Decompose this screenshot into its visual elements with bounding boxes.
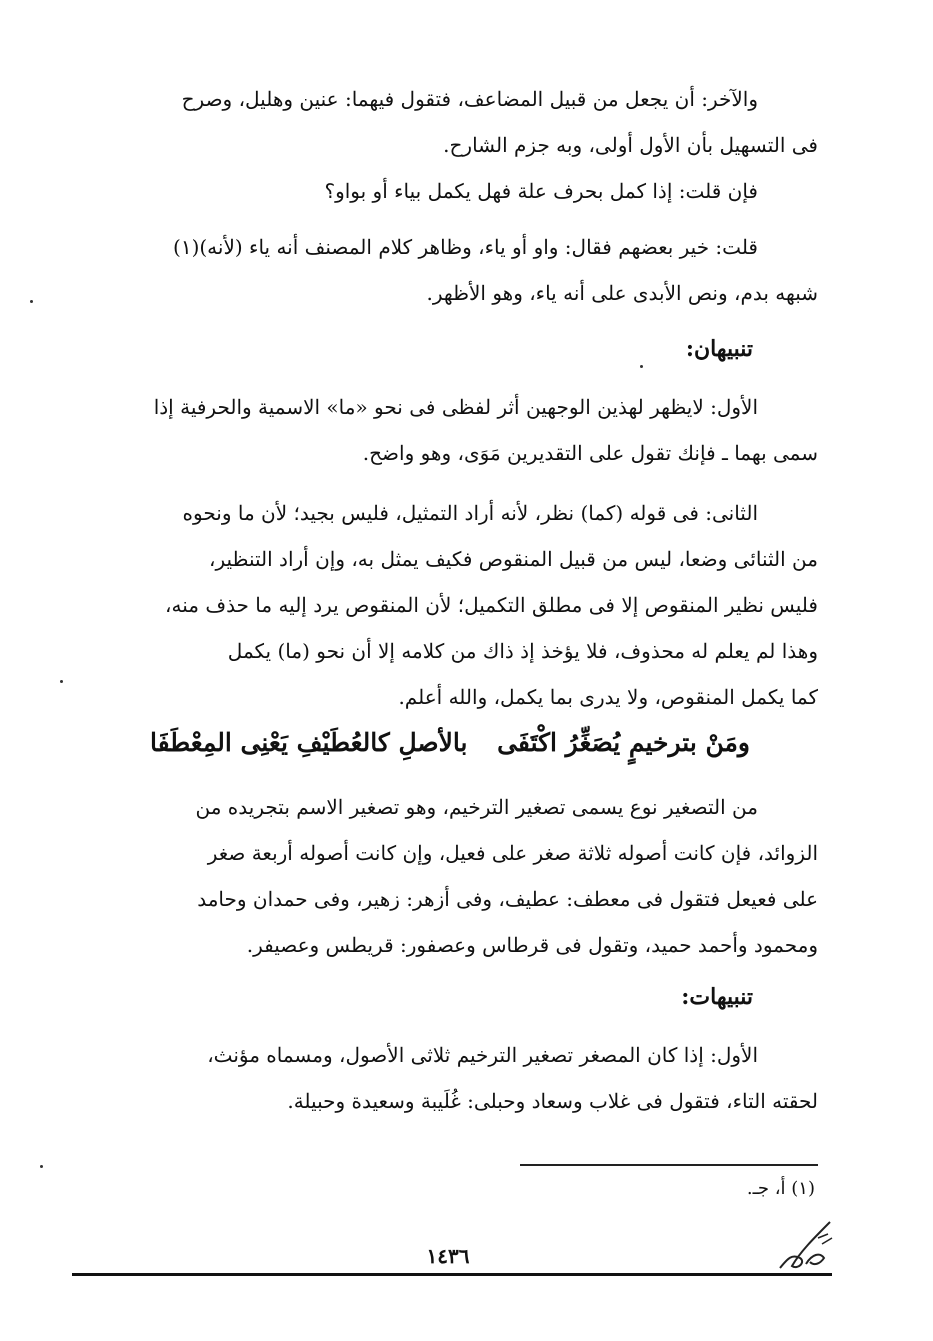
text-line: لحقته التاء، فتقول فى غلاب وسعاد وحبلى: غُلَيبة وسعيدة وحبيلة. <box>287 1089 818 1113</box>
paragraph-2 <box>72 168 818 214</box>
text-line: سمى بهما ـ فإنك تقول على التقديرين مَوَى، وهو واضح. <box>362 441 818 465</box>
text-line: شبهه بدم، ونص الأبدى على أنه ياء، وهو الأظهر. <box>426 281 818 305</box>
section-heading-1: تنبيهان: <box>685 336 753 362</box>
text-line: فى التسهيل بأن الأول أولى، وبه جزم الشارح. <box>443 133 818 157</box>
paragraph-5 <box>72 490 818 720</box>
paragraph-3 <box>72 224 818 316</box>
text-line: فليس نظير المنقوص إلا فى مطلق التكميل؛ لأن المنقوص يرد إليه ما حذف منه، <box>165 593 818 617</box>
text-line: على فعيعل فتقول فى معطف: عطيف، وفى أزهر: زهير، وفى حمدان وحامد <box>197 887 818 911</box>
scan-speck <box>40 1165 43 1168</box>
verse-second-hemistich: بالأصلِ كالعُطَيْفِ يَعْنِى المِعْطَفَا <box>150 728 468 757</box>
scan-speck <box>30 300 33 303</box>
text-line: ومحمود وأحمد حميد، وتقول فى قرطاس وعصفور: قريطس وعصيفر. <box>246 933 818 957</box>
scan-speck <box>640 365 643 368</box>
bottom-divider <box>72 1273 832 1276</box>
paragraph-4 <box>72 384 818 476</box>
scan-speck <box>60 680 63 683</box>
text-line: الزوائد، فإن كانت أصوله ثلاثة صغر على فعيل، وإن كانت أصوله أربعة صغر <box>207 841 818 865</box>
poetry-verse <box>150 728 750 757</box>
text-line: الأول: إذا كان المصغر تصغير الترخيم ثلاثى الأصول، ومسماه مؤنث، <box>207 1043 758 1067</box>
verse-first-hemistich: ومَنْ بترخيمٍ يُصَغِّرُ اكْتَفَى <box>497 728 750 757</box>
handwritten-signature <box>770 1208 840 1278</box>
text-line: كما يكمل المنقوص، ولا يدرى بما يكمل، والله أعلم. <box>398 685 818 709</box>
paragraph-7 <box>72 1032 818 1124</box>
text-line: والآخر: أن يجعل من قبيل المضاعف، فتقول فيهما: عنين وهليل، وصرح <box>181 87 758 111</box>
paragraph-1 <box>72 76 818 168</box>
text-line: الثانى: فى قوله (كما) نظر، لأنه أراد التمثيل، فليس بجيد؛ لأن ما ونحوه <box>182 501 758 525</box>
text-line: الأول: لايظهر لهذين الوجهين أثر لفظى فى نحو «ما» الاسمية والحرفية إذا <box>153 395 758 419</box>
page-number: ١٤٣٦ <box>426 1244 470 1268</box>
paragraph-6 <box>72 784 818 968</box>
text-line: وهذا لم يعلم له محذوف، فلا يؤخذ إذ ذاك من كلامه إلا أن نحو (ما) يكمل <box>227 639 818 663</box>
section-heading-2: تنبيهات: <box>681 984 753 1010</box>
text-line: من التصغير نوع يسمى تصغير الترخيم، وهو تصغير الاسم بتجريده من <box>195 795 758 819</box>
text-line: قلت: خير بعضهم فقال: واو أو ياء، وظاهر كلام المصنف أنه ياء (لأنه)(١) <box>173 235 758 259</box>
text-line: فإن قلت: إذا كمل بحرف علة فهل يكمل بياء أو بواو؟ <box>324 179 758 203</box>
footnote-divider <box>520 1164 818 1166</box>
text-line: من الثنائى وضعا، ليس من قبيل المنقوص فكيف يمثل به، وإن أراد التنظير، <box>209 547 818 571</box>
footnote: (١) أ، جـ. <box>746 1178 815 1199</box>
